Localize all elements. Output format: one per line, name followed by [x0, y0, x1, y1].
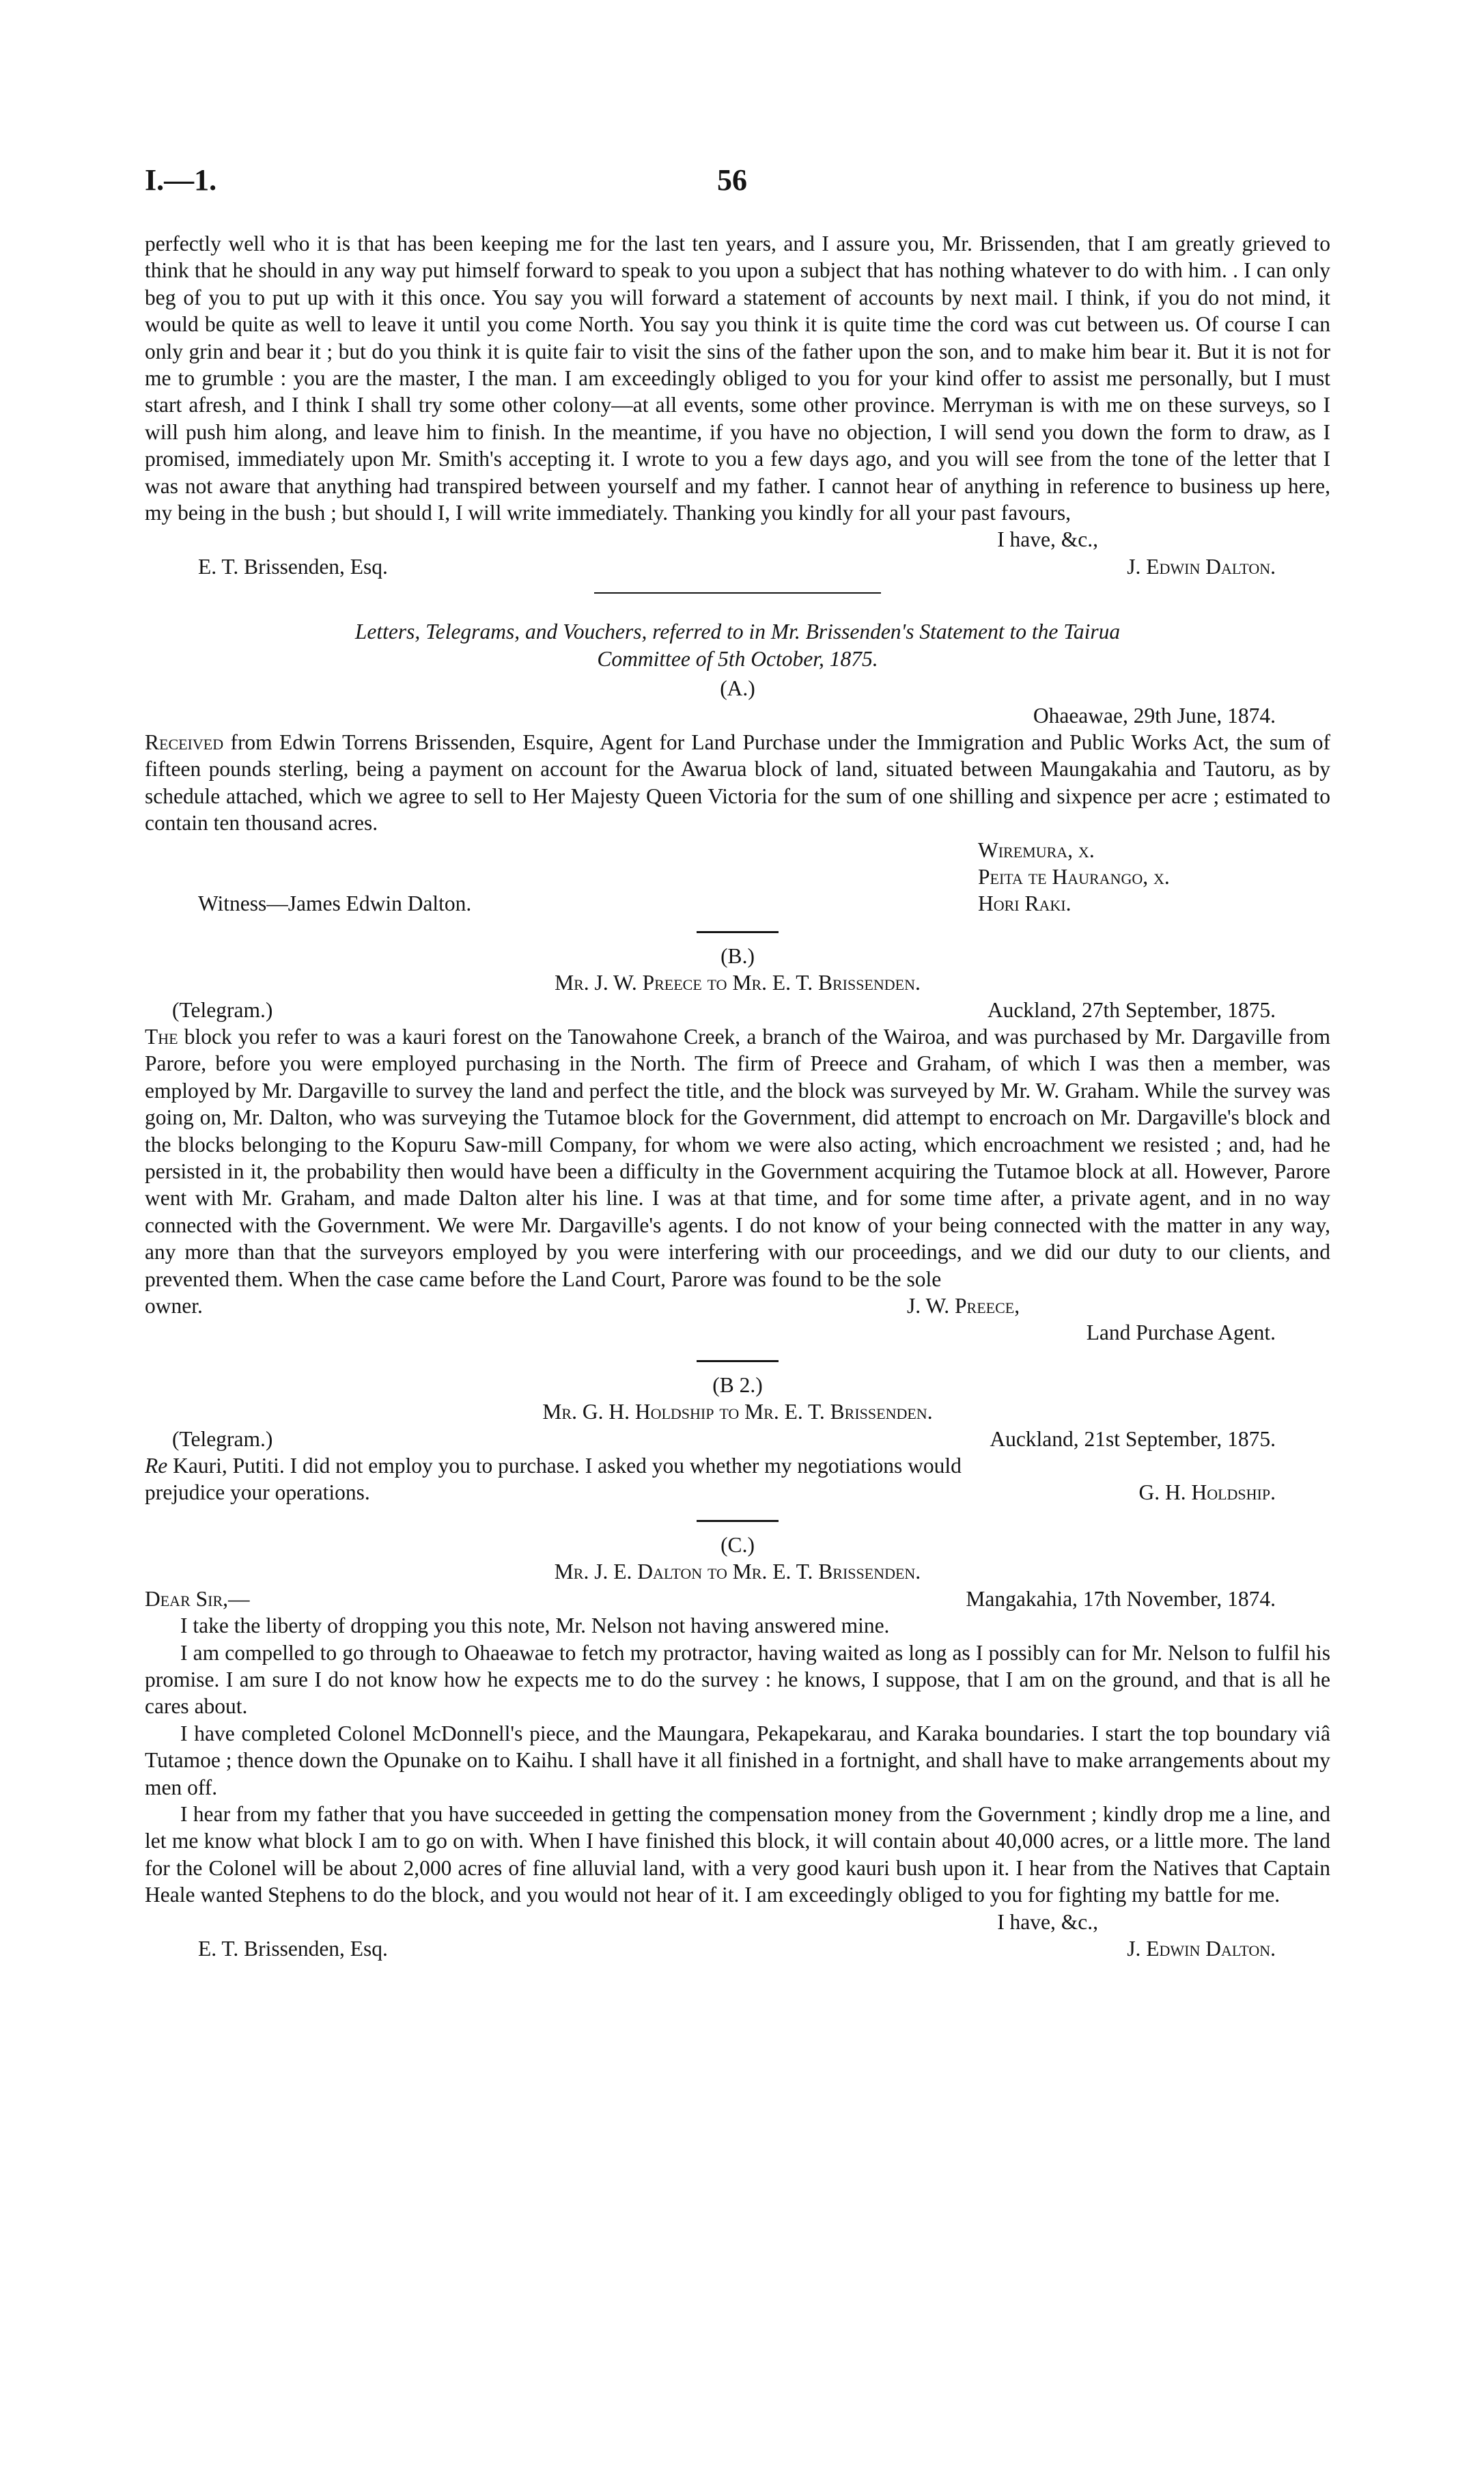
section-b2-telegram-label: (Telegram.) — [172, 1426, 273, 1451]
section-c-salutation: Dear Sir,— — [145, 1586, 250, 1611]
section-c-place-date: Mangakahia, 17th November, 1874. — [966, 1586, 1276, 1611]
section-a-label: (A.) — [720, 676, 755, 701]
section-b-label: (B.) — [720, 943, 755, 968]
section-c-paragraph: I hear from my father that you have succeeded in getting the compensation money from the Government ; kindly drop me a line, and let me know what block I am to go on with. When I have finished this block, it will contain about 40,000 acres, or a little more. The land for the Colonel will be about 2,000 acres of fine alluvial land, with a very good kauri bush upon it. I hear from the Natives that Captain Heale wanted Stephens to do the block, and you would not hear of it. I am exceedingly obliged to you for fighting my battle for me. — [145, 1801, 1330, 1907]
section-c-closing: I have, &c., — [997, 1909, 1098, 1934]
section-c-signature-row — [145, 1935, 1330, 1962]
section-b-signature-title: Land Purchase Agent. — [1086, 1320, 1276, 1345]
section-heading — [145, 618, 1330, 672]
letter-signature-row — [145, 553, 1330, 580]
section-b2-signature: G. H. Holdship. — [1138, 1480, 1276, 1505]
page-content — [145, 154, 1330, 1962]
page-number: 56 — [717, 163, 747, 197]
section-heading-line-2: Committee of 5th October, 1875. — [597, 646, 878, 671]
section-a-signature-2: Peita te Haurango, x. — [978, 864, 1170, 889]
section-b-lead-word: The — [145, 1024, 178, 1049]
section-a-place-date: Ohaeawae, 29th June, 1874. — [1033, 703, 1276, 728]
section-a-body-text: from Edwin Torrens Brissenden, Esquire, Agent for Land Purchase under the Immigration and Public Works Act, the sum of fifteen pounds sterling, being a payment on account for the Awarua block of land, situated between Maungakahia and Tautoru, as by schedule attached, which we agree to sell to Her Majesty Queen Victoria for the sum of one shilling and sixpence per acre ; estimated to contain ten thousand acres. — [145, 730, 1330, 835]
section-a-body — [145, 729, 1330, 837]
section-b-signature: J. W. Preece, — [907, 1294, 1020, 1318]
section-b-place-date: Auckland, 27th September, 1875. — [987, 997, 1276, 1022]
section-a-signature-3: Hori Raki. — [978, 891, 1072, 916]
section-b-last-word: owner. — [145, 1294, 203, 1318]
letter-closing: I have, &c., — [997, 527, 1098, 552]
section-b2-last-row — [145, 1479, 1330, 1506]
section-rule — [697, 1520, 779, 1522]
section-c-paragraph: I have completed Colonel McDonnell's piece, and the Maungara, Pekapekarau, and Karaka boundaries. I start the top boundary viâ Tutamoe ; thence down the Opunake on to Kaihu. I shall have it all finished in a fortnight, and shall have to make arrangements about my men off. — [145, 1721, 1330, 1799]
section-b2-body — [145, 1452, 1330, 1479]
section-c-paragraph: I take the liberty of dropping you this note, Mr. Nelson not having answered mine. — [180, 1614, 890, 1638]
section-b2-place-date: Auckland, 21st September, 1875. — [990, 1426, 1276, 1451]
section-b2-re: Re — [145, 1454, 168, 1478]
section-b-last-row — [145, 1292, 1330, 1319]
section-heading-line-1: Letters, Telegrams, and Vouchers, referred to in Mr. Brissenden's Statement to the Tairua — [354, 620, 1121, 644]
section-b2-title: Mr. G. H. Holdship to Mr. E. T. Brissenden. — [542, 1400, 933, 1424]
section-rule — [697, 1360, 779, 1362]
section-a-lead-word: Received — [145, 730, 224, 754]
section-c-addressee: E. T. Brissenden, Esq. — [198, 1936, 388, 1961]
section-b2-last-line: prejudice your operations. — [145, 1480, 370, 1505]
letter-addressee: E. T. Brissenden, Esq. — [198, 554, 388, 579]
section-c-meta-row — [145, 1586, 1330, 1612]
section-b-title: Mr. J. W. Preece to Mr. E. T. Brissenden. — [555, 971, 921, 995]
section-b-telegram-label: (Telegram.) — [172, 997, 273, 1022]
page-series-label: I.—1. — [145, 163, 217, 197]
section-c-title: Mr. J. E. Dalton to Mr. E. T. Brissenden. — [554, 1560, 921, 1584]
section-c-paragraph: I am compelled to go through to Ohaeawae to fetch my protractor, having waited as long as I possibly can for Mr. Nelson to fulfil his promise. I am sure I do not know how he expects me to do the survey : he knows, I suppose, that I am on the ground, and that is all he cares about. — [145, 1640, 1330, 1719]
section-b2-meta-row — [145, 1426, 1330, 1452]
section-c-label: (C.) — [720, 1532, 755, 1557]
section-b-body-text: block you refer to was a kauri forest on the Tanowahone Creek, a branch of the Wairoa, and was purchased by Mr. Dargaville from Parore, before you were employed purchasing in the North. The firm of Preece and Graham, of which I was then a member, was employed by Mr. Dargaville to survey the land and perfect the title, and the block was surveyed by Mr. W. Graham. While the survey was going on, Mr. Dalton, who was surveying the Tutamoe block for the Government, did attempt to encroach on Mr. Dargaville's block and the blocks belonging to the Kopuru Saw-mill Company, for whom we were also acting, which encroachment we resisted ; and, had he persisted in it, the probability then would have been a difficulty in the Government acquiring the Tutamoe block at all. However, Parore went with Mr. Graham, and made Dalton alter his line. I was at that time, and for some time after, a private agent, and in no way connected with the Government. We were Mr. Dargaville's agents. I do not know of your being connected with the matter in any way, any more than that the surveyors employed by you were interfering with our proceedings, and we did our duty to our clients, and prevented them. When the case came before the Land Court, Parore was found to be the sole — [145, 1024, 1330, 1291]
section-rule — [697, 931, 779, 933]
section-a-witness: Witness—James Edwin Dalton. — [198, 891, 472, 916]
section-b-meta-row — [145, 997, 1330, 1023]
section-c-signature: J. Edwin Dalton. — [1127, 1936, 1276, 1961]
section-a-witness-row — [145, 890, 1330, 917]
section-a-signature-1: Wiremura, x. — [978, 838, 1095, 862]
section-b-body — [145, 1023, 1330, 1292]
section-b2-label: (B 2.) — [712, 1372, 763, 1397]
letter-signature: J. Edwin Dalton. — [1127, 554, 1276, 579]
section-b2-body-text: Kauri, Putiti. I did not employ you to purchase. I asked you whether my negotiations would — [167, 1454, 962, 1478]
section-divider — [594, 592, 881, 594]
letter-continuation-body: perfectly well who it is that has been keeping me for the last ten years, and I assure you, Mr. Brissenden, that I am greatly grieved to think that he should in any way put himself forward to speak to you upon a subject that has nothing whatever to do with him. . I can only beg of you to put up with it this once. You say you will forward a statement of accounts by next mail. I think, if you do not mind, it would be quite as well to leave it until you come North. You say you think it is quite time the cord was cut between us. Of course I can only grin and bear it ; but do you think it is quite fair to visit the sins of the father upon the son, and to make him bear it. But it is not for me to grumble : you are the master, I the man. I am exceedingly obliged to you for your kind offer to assist me personally, but I must start afresh, and I think I shall try some other colony—at all events, some other province. Merryman is with me on these surveys, so I will push him along, and leave him to finish. In the meantime, if you have no objection, I will send you down the form to draw, as I promised, immediately upon Mr. Smith's accepting it. I wrote to you a few days ago, and you will see from the tone of the letter that I was not aware that anything had transpired between yourself and my father. I cannot hear of anything in reference to business up here, my being in the bush ; but should I, I will write immediately. Thanking you kindly for all your past favours, — [145, 232, 1330, 525]
